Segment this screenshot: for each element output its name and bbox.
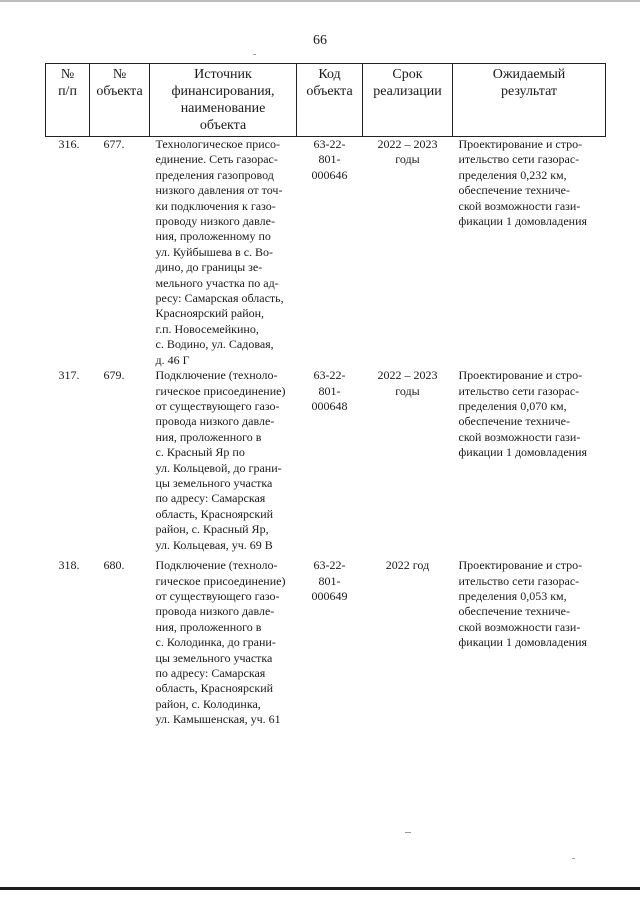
bottom-edge-rule xyxy=(0,887,640,890)
text-line: Проектирование и стро- xyxy=(458,368,583,383)
text-line: ул. Камышенская, уч. 61 xyxy=(155,712,281,727)
text-line: район, с. Колодинка, xyxy=(155,696,261,711)
text-line: г.п. Новосемейкино, xyxy=(155,321,259,336)
scan-speck xyxy=(405,832,411,833)
text-line: с. Водино, ул. Садовая, xyxy=(155,337,274,352)
table-row xyxy=(46,368,606,558)
text-line: низкого давления от точ- xyxy=(155,183,283,198)
expected-result-text xyxy=(453,558,606,728)
header-expected-result xyxy=(453,64,606,137)
table-row xyxy=(46,137,606,369)
object-code xyxy=(297,558,363,728)
text-line: № xyxy=(112,67,127,82)
text-line: Технологическое присо- xyxy=(155,137,280,151)
object-number: 679. xyxy=(103,368,125,383)
text-line: фикации 1 домовладения xyxy=(458,445,588,460)
text-line: ул. Куйбышева в с. Во- xyxy=(155,244,274,259)
text-line: Подключение (техноло- xyxy=(155,558,278,573)
text-line: ительство сети газорас- xyxy=(458,573,580,588)
text-line: ул. Кольцевой, до грани- xyxy=(155,460,282,475)
funding-source-text xyxy=(150,558,297,728)
text-line: Код xyxy=(318,67,341,82)
text-line: Красноярский район, xyxy=(155,306,265,321)
text-line: ния, проложенного в xyxy=(155,619,262,634)
text-line: п/п xyxy=(58,84,77,99)
object-code xyxy=(297,368,363,558)
text-line: наименование xyxy=(180,101,266,116)
text-line: Источник xyxy=(194,67,252,82)
text-line: пределения 0,070 км, xyxy=(458,398,567,413)
row-number: 318. xyxy=(58,558,80,573)
funding-source-text xyxy=(150,137,297,369)
text-line: ул. Кольцевая, уч. 69 В xyxy=(155,537,273,552)
row-number: 316. xyxy=(46,137,90,369)
header-funding-source xyxy=(150,64,297,137)
text-line: ской возможности гази- xyxy=(458,619,581,634)
text-line: Срок xyxy=(392,67,423,82)
text-line: финансирования, xyxy=(171,84,275,99)
header-implementation-term xyxy=(363,64,453,137)
table-header-row xyxy=(46,64,606,137)
program-table xyxy=(45,63,606,728)
text-line: цы земельного участка xyxy=(155,650,273,665)
text-line: 63-22- xyxy=(313,558,346,573)
object-code xyxy=(297,137,363,369)
text-line: гическое присоединение) xyxy=(155,573,286,588)
text-line: ки подключения к газо- xyxy=(155,198,276,213)
text-line: с. Красный Яр по xyxy=(155,445,245,460)
text-line: ительство сети газорас- xyxy=(458,152,580,167)
text-line: Ожидаемый xyxy=(492,67,566,82)
text-line: 000649 xyxy=(311,588,348,603)
funding-source-text xyxy=(150,368,297,558)
text-line: годы xyxy=(395,152,420,167)
text-line: гическое присоединение) xyxy=(155,383,286,398)
text-line: фикации 1 домовладения xyxy=(458,635,588,650)
text-line: 2022 – 2023 xyxy=(377,137,438,151)
text-line: годы xyxy=(395,383,420,398)
text-line: реализации xyxy=(373,84,442,99)
text-line: мельного участка по ад- xyxy=(155,275,279,290)
text-line: ской возможности гази- xyxy=(458,429,581,444)
text-line: 801- xyxy=(318,152,341,167)
text-line: 2022 год xyxy=(385,558,430,573)
text-line: объекта xyxy=(96,84,143,99)
scan-speck xyxy=(253,54,256,55)
text-line: ресу: Самарская область, xyxy=(155,291,284,306)
text-line: ительство сети газорас- xyxy=(458,383,580,398)
implementation-term xyxy=(363,558,453,728)
text-line: № xyxy=(60,67,75,82)
header-object-number xyxy=(90,64,150,137)
text-line: ской возможности гази- xyxy=(458,198,581,213)
object-number: 680. xyxy=(103,558,125,573)
text-line: Проектирование и стро- xyxy=(458,558,583,573)
text-line: дино, до границы зе- xyxy=(155,260,263,275)
text-line: пределения 0,053 км, xyxy=(458,588,567,603)
text-line: пределения газопровод xyxy=(155,167,274,182)
text-line: цы земельного участка xyxy=(155,475,273,490)
row-number: 317. xyxy=(58,368,80,383)
scan-speck xyxy=(572,858,575,859)
text-line: объекта xyxy=(199,118,247,133)
header-row-number xyxy=(46,64,90,137)
object-number: 677. xyxy=(90,137,150,369)
text-line: 801- xyxy=(318,573,341,588)
text-line: обеспечение техниче- xyxy=(458,183,570,198)
text-line: с. Колодинка, до грани- xyxy=(155,635,276,650)
text-line: 000648 xyxy=(311,398,348,413)
text-line: область, Красноярский xyxy=(155,681,274,696)
text-line: провода низкого давле- xyxy=(155,604,275,619)
text-line: по адресу: Самарская xyxy=(155,665,266,680)
text-line: 801- xyxy=(318,383,341,398)
text-line: провода низкого давле- xyxy=(155,414,275,429)
expected-result-text xyxy=(453,137,606,369)
text-line: ния, проложенному по xyxy=(155,229,271,244)
text-line: район, с. Красный Яр, xyxy=(155,522,269,537)
text-line: Подключение (техноло- xyxy=(155,368,278,383)
text-line: 000646 xyxy=(311,167,348,182)
table-row xyxy=(46,558,606,728)
expected-result-text xyxy=(453,368,606,558)
text-line: обеспечение техниче- xyxy=(458,414,570,429)
text-line: обеспечение техниче- xyxy=(458,604,570,619)
text-line: 2022 – 2023 xyxy=(377,368,438,383)
text-line: д. 46 Г xyxy=(155,352,190,367)
header-object-code xyxy=(297,64,363,137)
text-line: единение. Сеть газорас- xyxy=(155,152,278,167)
text-line: пределения 0,232 км, xyxy=(458,167,567,182)
text-line: по адресу: Самарская xyxy=(155,491,266,506)
text-line: ния, проложенного в xyxy=(155,429,262,444)
implementation-term xyxy=(363,368,453,558)
text-line: 63-22- xyxy=(313,368,346,383)
text-line: от существующего газо- xyxy=(155,588,280,603)
implementation-term xyxy=(363,137,453,369)
text-line: от существующего газо- xyxy=(155,398,280,413)
text-line: область, Красноярский xyxy=(155,506,274,521)
text-line: 63-22- xyxy=(313,137,346,151)
text-line: объекта xyxy=(306,84,353,99)
text-line: результат xyxy=(500,84,558,99)
text-line: проводу низкого давле- xyxy=(155,214,275,229)
text-line: фикации 1 домовладения xyxy=(458,214,588,229)
top-edge-rule xyxy=(0,0,640,2)
text-line: Проектирование и стро- xyxy=(458,137,583,151)
page-number: 66 xyxy=(313,33,327,48)
